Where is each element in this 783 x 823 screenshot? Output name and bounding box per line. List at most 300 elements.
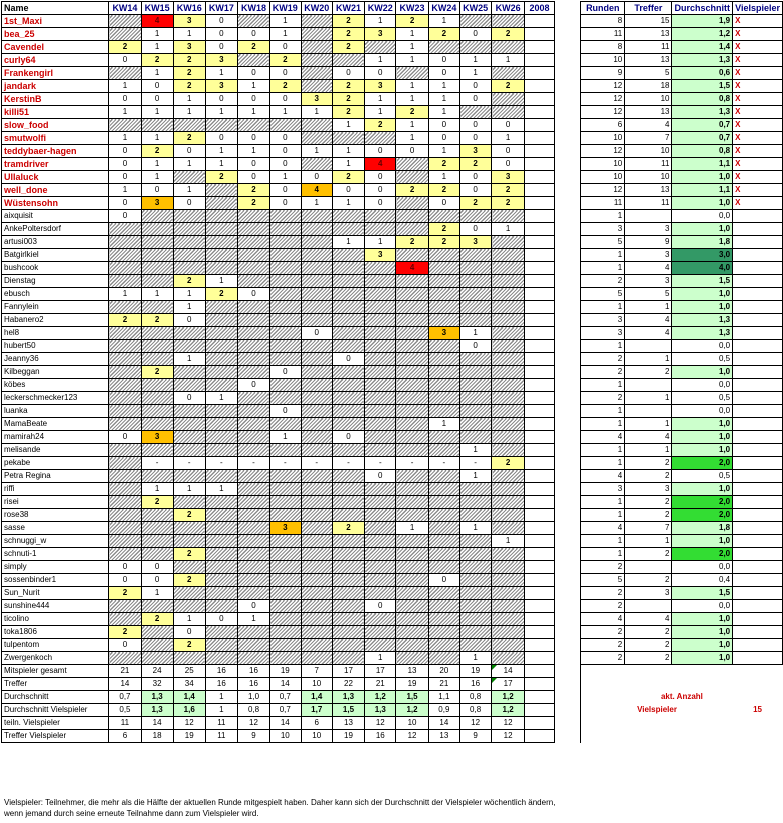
score-cell[interactable] bbox=[205, 327, 237, 340]
year-cell[interactable] bbox=[525, 574, 555, 587]
year-cell[interactable] bbox=[525, 470, 555, 483]
score-cell[interactable]: 0 bbox=[365, 197, 396, 210]
score-cell[interactable] bbox=[237, 210, 269, 223]
treffer-cell[interactable]: 13 bbox=[625, 28, 672, 41]
gap-cell[interactable] bbox=[555, 249, 581, 262]
score-cell[interactable]: 1 bbox=[428, 80, 459, 93]
score-cell[interactable]: 1 bbox=[460, 67, 492, 80]
vielspieler-mark[interactable] bbox=[733, 548, 783, 561]
score-cell[interactable]: 1 bbox=[365, 652, 396, 665]
score-cell[interactable] bbox=[365, 509, 396, 522]
player-name[interactable]: rose38 bbox=[2, 509, 109, 522]
score-cell[interactable] bbox=[396, 223, 428, 236]
score-cell[interactable] bbox=[492, 626, 525, 639]
player-name[interactable]: bea_25 bbox=[2, 28, 109, 41]
score-cell[interactable] bbox=[396, 418, 428, 431]
score-cell[interactable] bbox=[205, 418, 237, 431]
header-week[interactable]: KW15 bbox=[141, 2, 173, 15]
score-cell[interactable]: - bbox=[301, 457, 332, 470]
summary-cell[interactable]: 17 bbox=[365, 665, 396, 678]
score-cell[interactable]: 2 bbox=[237, 184, 269, 197]
score-cell[interactable] bbox=[492, 275, 525, 288]
header-vielspieler[interactable]: Vielspieler bbox=[733, 2, 783, 15]
summary-cell[interactable]: 14 bbox=[492, 665, 525, 678]
vielspieler-mark[interactable] bbox=[733, 470, 783, 483]
vielspieler-mark[interactable]: X bbox=[733, 15, 783, 28]
summary-cell[interactable]: 18 bbox=[141, 730, 173, 743]
avg-cell[interactable]: 0,0 bbox=[672, 600, 733, 613]
summary-cell[interactable]: 1,6 bbox=[173, 704, 205, 717]
header-week[interactable]: KW25 bbox=[460, 2, 492, 15]
treffer-cell[interactable]: 1 bbox=[625, 535, 672, 548]
avg-cell[interactable]: 1,3 bbox=[672, 54, 733, 67]
score-cell[interactable] bbox=[270, 548, 301, 561]
year-cell[interactable] bbox=[525, 600, 555, 613]
empty-cell[interactable] bbox=[625, 665, 672, 678]
score-cell[interactable] bbox=[237, 483, 269, 496]
treffer-cell[interactable]: 11 bbox=[625, 41, 672, 54]
score-cell[interactable]: 1 bbox=[396, 54, 428, 67]
score-cell[interactable] bbox=[301, 249, 332, 262]
vielspieler-mark[interactable] bbox=[733, 301, 783, 314]
header-week[interactable]: KW26 bbox=[492, 2, 525, 15]
gap-cell[interactable] bbox=[555, 171, 581, 184]
gap-cell[interactable] bbox=[555, 275, 581, 288]
score-cell[interactable]: 2 bbox=[109, 41, 141, 54]
score-cell[interactable] bbox=[173, 444, 205, 457]
vielspieler-mark[interactable] bbox=[733, 652, 783, 665]
score-cell[interactable]: 1 bbox=[492, 223, 525, 236]
score-cell[interactable]: 0 bbox=[237, 28, 269, 41]
score-cell[interactable] bbox=[173, 119, 205, 132]
score-cell[interactable]: 3 bbox=[205, 54, 237, 67]
treffer-cell[interactable] bbox=[625, 379, 672, 392]
gap-cell[interactable] bbox=[555, 2, 581, 15]
score-cell[interactable]: 0 bbox=[492, 119, 525, 132]
score-cell[interactable] bbox=[237, 340, 269, 353]
score-cell[interactable] bbox=[492, 41, 525, 54]
avg-cell[interactable]: 2,0 bbox=[672, 509, 733, 522]
score-cell[interactable] bbox=[365, 405, 396, 418]
score-cell[interactable] bbox=[332, 288, 364, 301]
vielspieler-mark[interactable] bbox=[733, 535, 783, 548]
avg-cell[interactable]: 1,0 bbox=[672, 301, 733, 314]
gap-cell[interactable] bbox=[555, 340, 581, 353]
player-name[interactable]: schnuti-1 bbox=[2, 548, 109, 561]
score-cell[interactable] bbox=[332, 314, 364, 327]
vielspieler-mark[interactable]: X bbox=[733, 132, 783, 145]
vielspieler-mark[interactable] bbox=[733, 496, 783, 509]
score-cell[interactable]: 0 bbox=[460, 80, 492, 93]
score-cell[interactable] bbox=[301, 652, 332, 665]
score-cell[interactable]: 0 bbox=[492, 145, 525, 158]
score-cell[interactable] bbox=[109, 457, 141, 470]
gap-cell[interactable] bbox=[555, 600, 581, 613]
vielspieler-mark[interactable] bbox=[733, 522, 783, 535]
empty-cell[interactable] bbox=[733, 717, 783, 730]
vielspieler-mark[interactable]: X bbox=[733, 28, 783, 41]
summary-cell[interactable]: 14 bbox=[270, 717, 301, 730]
score-cell[interactable] bbox=[237, 366, 269, 379]
gap-cell[interactable] bbox=[555, 184, 581, 197]
year-cell[interactable] bbox=[525, 41, 555, 54]
summary-cell[interactable]: 13 bbox=[332, 717, 364, 730]
score-cell[interactable] bbox=[237, 119, 269, 132]
summary-cell[interactable]: 1 bbox=[205, 691, 237, 704]
score-cell[interactable]: 2 bbox=[428, 236, 459, 249]
score-cell[interactable]: 2 bbox=[492, 80, 525, 93]
score-cell[interactable]: 0 bbox=[365, 470, 396, 483]
summary-cell[interactable]: 12 bbox=[492, 717, 525, 730]
summary-cell[interactable]: 0,7 bbox=[109, 691, 141, 704]
gap-cell[interactable] bbox=[555, 145, 581, 158]
year-cell[interactable] bbox=[525, 15, 555, 28]
score-cell[interactable]: 2 bbox=[332, 171, 364, 184]
player-name[interactable]: riffi bbox=[2, 483, 109, 496]
score-cell[interactable]: 1 bbox=[173, 106, 205, 119]
score-cell[interactable] bbox=[460, 418, 492, 431]
score-cell[interactable] bbox=[270, 288, 301, 301]
player-name[interactable]: smutwolfi bbox=[2, 132, 109, 145]
year-cell[interactable] bbox=[525, 54, 555, 67]
avg-cell[interactable]: 1,0 bbox=[672, 613, 733, 626]
runden-cell[interactable]: 1 bbox=[581, 301, 625, 314]
player-name[interactable]: Ullaluck bbox=[2, 171, 109, 184]
summary-cell[interactable]: 14 bbox=[428, 717, 459, 730]
header-week[interactable]: KW20 bbox=[301, 2, 332, 15]
player-name[interactable]: ticolino bbox=[2, 613, 109, 626]
player-name[interactable]: Zwergenkoch bbox=[2, 652, 109, 665]
score-cell[interactable] bbox=[141, 600, 173, 613]
score-cell[interactable] bbox=[332, 613, 364, 626]
score-cell[interactable] bbox=[460, 613, 492, 626]
score-cell[interactable] bbox=[396, 535, 428, 548]
score-cell[interactable]: 0 bbox=[365, 145, 396, 158]
score-cell[interactable] bbox=[428, 548, 459, 561]
score-cell[interactable] bbox=[270, 444, 301, 457]
score-cell[interactable] bbox=[492, 509, 525, 522]
score-cell[interactable] bbox=[270, 249, 301, 262]
score-cell[interactable] bbox=[301, 353, 332, 366]
vielspieler-mark[interactable] bbox=[733, 418, 783, 431]
vielspieler-mark[interactable] bbox=[733, 639, 783, 652]
score-cell[interactable] bbox=[141, 522, 173, 535]
treffer-cell[interactable]: 1 bbox=[625, 353, 672, 366]
score-cell[interactable]: 2 bbox=[332, 28, 364, 41]
gap-cell[interactable] bbox=[555, 28, 581, 41]
avg-cell[interactable]: 1,0 bbox=[672, 483, 733, 496]
score-cell[interactable]: 1 bbox=[460, 444, 492, 457]
score-cell[interactable] bbox=[237, 54, 269, 67]
score-cell[interactable] bbox=[237, 561, 269, 574]
score-cell[interactable] bbox=[173, 340, 205, 353]
avg-cell[interactable]: 1,2 bbox=[672, 28, 733, 41]
score-cell[interactable] bbox=[396, 652, 428, 665]
player-name[interactable]: simply bbox=[2, 561, 109, 574]
score-cell[interactable] bbox=[270, 353, 301, 366]
score-cell[interactable]: - bbox=[396, 457, 428, 470]
score-cell[interactable] bbox=[205, 184, 237, 197]
score-cell[interactable]: 0 bbox=[428, 67, 459, 80]
score-cell[interactable] bbox=[332, 262, 364, 275]
score-cell[interactable] bbox=[173, 171, 205, 184]
year-cell[interactable] bbox=[525, 67, 555, 80]
score-cell[interactable] bbox=[460, 626, 492, 639]
score-cell[interactable] bbox=[301, 314, 332, 327]
score-cell[interactable] bbox=[237, 418, 269, 431]
score-cell[interactable]: 1 bbox=[141, 41, 173, 54]
treffer-cell[interactable]: 2 bbox=[625, 457, 672, 470]
player-name[interactable]: 1st_Maxi bbox=[2, 15, 109, 28]
score-cell[interactable]: 2 bbox=[141, 613, 173, 626]
score-cell[interactable] bbox=[365, 210, 396, 223]
score-cell[interactable]: 0 bbox=[205, 613, 237, 626]
empty-cell[interactable] bbox=[625, 717, 672, 730]
score-cell[interactable]: 0 bbox=[205, 41, 237, 54]
score-cell[interactable] bbox=[428, 652, 459, 665]
treffer-cell[interactable]: 4 bbox=[625, 431, 672, 444]
empty-cell[interactable] bbox=[672, 665, 733, 678]
score-cell[interactable] bbox=[205, 496, 237, 509]
score-cell[interactable]: 1 bbox=[428, 106, 459, 119]
score-cell[interactable]: 1 bbox=[365, 236, 396, 249]
score-cell[interactable] bbox=[270, 509, 301, 522]
score-cell[interactable] bbox=[205, 561, 237, 574]
vielspieler-mark[interactable]: X bbox=[733, 171, 783, 184]
player-name[interactable]: MamaBeate bbox=[2, 418, 109, 431]
gap-cell[interactable] bbox=[555, 418, 581, 431]
score-cell[interactable] bbox=[460, 548, 492, 561]
score-cell[interactable] bbox=[173, 249, 205, 262]
score-cell[interactable]: 1 bbox=[332, 236, 364, 249]
player-name[interactable]: Frankengirl bbox=[2, 67, 109, 80]
score-cell[interactable]: 1 bbox=[141, 28, 173, 41]
score-cell[interactable]: 1 bbox=[332, 145, 364, 158]
score-cell[interactable]: 1 bbox=[460, 470, 492, 483]
score-cell[interactable] bbox=[460, 639, 492, 652]
score-cell[interactable] bbox=[173, 652, 205, 665]
score-cell[interactable] bbox=[332, 210, 364, 223]
score-cell[interactable] bbox=[301, 236, 332, 249]
score-cell[interactable]: 1 bbox=[237, 613, 269, 626]
gap-cell[interactable] bbox=[555, 704, 581, 717]
summary-cell[interactable]: 0,8 bbox=[237, 704, 269, 717]
runden-cell[interactable]: 2 bbox=[581, 626, 625, 639]
header-week[interactable]: KW21 bbox=[332, 2, 364, 15]
score-cell[interactable]: 1 bbox=[173, 28, 205, 41]
score-cell[interactable] bbox=[396, 327, 428, 340]
score-cell[interactable] bbox=[205, 223, 237, 236]
vielspieler-mark[interactable] bbox=[733, 444, 783, 457]
summary-cell[interactable]: 14 bbox=[270, 678, 301, 691]
score-cell[interactable]: 1 bbox=[460, 652, 492, 665]
runden-cell[interactable]: 12 bbox=[581, 93, 625, 106]
summary-cell[interactable]: 34 bbox=[173, 678, 205, 691]
score-cell[interactable] bbox=[173, 587, 205, 600]
player-name[interactable]: well_done bbox=[2, 184, 109, 197]
runden-cell[interactable]: 2 bbox=[581, 587, 625, 600]
gap-cell[interactable] bbox=[555, 197, 581, 210]
avg-cell[interactable]: 1,1 bbox=[672, 158, 733, 171]
score-cell[interactable] bbox=[173, 405, 205, 418]
score-cell[interactable]: 1 bbox=[396, 80, 428, 93]
treffer-cell[interactable]: 1 bbox=[625, 444, 672, 457]
summary-cell[interactable]: 12 bbox=[492, 730, 525, 743]
score-cell[interactable] bbox=[396, 314, 428, 327]
avg-cell[interactable]: 1,0 bbox=[672, 418, 733, 431]
score-cell[interactable]: - bbox=[332, 457, 364, 470]
summary-label[interactable]: Treffer bbox=[2, 678, 109, 691]
player-name[interactable]: tulpentom bbox=[2, 639, 109, 652]
gap-cell[interactable] bbox=[555, 730, 581, 743]
year-cell[interactable] bbox=[525, 717, 555, 730]
score-cell[interactable] bbox=[365, 548, 396, 561]
score-cell[interactable]: 0 bbox=[460, 184, 492, 197]
score-cell[interactable] bbox=[428, 262, 459, 275]
runden-cell[interactable]: 11 bbox=[581, 197, 625, 210]
avg-cell[interactable]: 0,4 bbox=[672, 574, 733, 587]
avg-cell[interactable]: 1,0 bbox=[672, 639, 733, 652]
score-cell[interactable]: 2 bbox=[270, 80, 301, 93]
summary-cell[interactable]: 0,5 bbox=[109, 704, 141, 717]
score-cell[interactable] bbox=[237, 275, 269, 288]
year-cell[interactable] bbox=[525, 418, 555, 431]
score-cell[interactable] bbox=[301, 301, 332, 314]
score-cell[interactable] bbox=[492, 340, 525, 353]
summary-label[interactable]: teiln. Vielspieler bbox=[2, 717, 109, 730]
score-cell[interactable]: 2 bbox=[396, 15, 428, 28]
score-cell[interactable] bbox=[205, 587, 237, 600]
score-cell[interactable] bbox=[237, 236, 269, 249]
year-cell[interactable] bbox=[525, 678, 555, 691]
summary-cell[interactable]: 9 bbox=[460, 730, 492, 743]
summary-cell[interactable]: 16 bbox=[365, 730, 396, 743]
score-cell[interactable]: 0 bbox=[173, 626, 205, 639]
score-cell[interactable] bbox=[396, 626, 428, 639]
player-name[interactable]: toka1806 bbox=[2, 626, 109, 639]
score-cell[interactable] bbox=[492, 587, 525, 600]
score-cell[interactable]: 0 bbox=[109, 639, 141, 652]
score-cell[interactable] bbox=[270, 314, 301, 327]
score-cell[interactable] bbox=[332, 509, 364, 522]
score-cell[interactable] bbox=[109, 379, 141, 392]
score-cell[interactable] bbox=[301, 548, 332, 561]
vielspieler-mark[interactable] bbox=[733, 626, 783, 639]
score-cell[interactable]: 1 bbox=[492, 535, 525, 548]
score-cell[interactable] bbox=[396, 288, 428, 301]
score-cell[interactable] bbox=[301, 470, 332, 483]
avg-cell[interactable]: 1,0 bbox=[672, 366, 733, 379]
vielspieler-mark[interactable] bbox=[733, 379, 783, 392]
score-cell[interactable]: 2 bbox=[109, 626, 141, 639]
score-cell[interactable] bbox=[109, 444, 141, 457]
summary-label[interactable]: Durchschnitt bbox=[2, 691, 109, 704]
score-cell[interactable] bbox=[173, 379, 205, 392]
runden-cell[interactable]: 1 bbox=[581, 444, 625, 457]
score-cell[interactable] bbox=[365, 418, 396, 431]
summary-cell[interactable]: 25 bbox=[173, 665, 205, 678]
summary-cell[interactable]: 0,8 bbox=[460, 691, 492, 704]
score-cell[interactable] bbox=[173, 561, 205, 574]
runden-cell[interactable]: 4 bbox=[581, 522, 625, 535]
score-cell[interactable] bbox=[332, 327, 364, 340]
score-cell[interactable] bbox=[365, 392, 396, 405]
summary-cell[interactable]: 16 bbox=[460, 678, 492, 691]
avg-cell[interactable]: 1,0 bbox=[672, 171, 733, 184]
year-cell[interactable] bbox=[525, 275, 555, 288]
score-cell[interactable] bbox=[428, 405, 459, 418]
year-cell[interactable] bbox=[525, 405, 555, 418]
score-cell[interactable] bbox=[428, 210, 459, 223]
score-cell[interactable] bbox=[109, 600, 141, 613]
score-cell[interactable] bbox=[396, 197, 428, 210]
score-cell[interactable]: 3 bbox=[460, 145, 492, 158]
score-cell[interactable] bbox=[332, 548, 364, 561]
score-cell[interactable] bbox=[365, 626, 396, 639]
runden-cell[interactable]: 1 bbox=[581, 548, 625, 561]
summary-cell[interactable]: 10 bbox=[301, 730, 332, 743]
year-cell[interactable] bbox=[525, 80, 555, 93]
score-cell[interactable] bbox=[332, 444, 364, 457]
score-cell[interactable] bbox=[332, 496, 364, 509]
score-cell[interactable]: 1 bbox=[205, 145, 237, 158]
score-cell[interactable] bbox=[205, 600, 237, 613]
score-cell[interactable]: 0 bbox=[460, 132, 492, 145]
score-cell[interactable]: 0 bbox=[270, 67, 301, 80]
score-cell[interactable]: 0 bbox=[109, 54, 141, 67]
score-cell[interactable] bbox=[492, 496, 525, 509]
vielspieler-mark[interactable]: X bbox=[733, 184, 783, 197]
score-cell[interactable] bbox=[205, 535, 237, 548]
score-cell[interactable] bbox=[492, 470, 525, 483]
score-cell[interactable] bbox=[109, 405, 141, 418]
score-cell[interactable] bbox=[270, 275, 301, 288]
runden-cell[interactable]: 12 bbox=[581, 145, 625, 158]
avg-cell[interactable]: 1,0 bbox=[672, 197, 733, 210]
treffer-cell[interactable] bbox=[625, 405, 672, 418]
treffer-cell[interactable]: 3 bbox=[625, 249, 672, 262]
score-cell[interactable]: 0 bbox=[205, 132, 237, 145]
vielspieler-mark[interactable] bbox=[733, 210, 783, 223]
score-cell[interactable]: 0 bbox=[109, 210, 141, 223]
score-cell[interactable] bbox=[492, 639, 525, 652]
runden-cell[interactable]: 1 bbox=[581, 418, 625, 431]
score-cell[interactable]: 3 bbox=[141, 197, 173, 210]
score-cell[interactable]: 3 bbox=[301, 93, 332, 106]
score-cell[interactable] bbox=[301, 600, 332, 613]
score-cell[interactable] bbox=[492, 613, 525, 626]
score-cell[interactable]: 0 bbox=[109, 561, 141, 574]
avg-cell[interactable]: 1,1 bbox=[672, 184, 733, 197]
score-cell[interactable]: 0 bbox=[460, 340, 492, 353]
score-cell[interactable] bbox=[396, 483, 428, 496]
gap-cell[interactable] bbox=[555, 314, 581, 327]
score-cell[interactable] bbox=[301, 80, 332, 93]
score-cell[interactable] bbox=[141, 418, 173, 431]
treffer-cell[interactable]: 3 bbox=[625, 223, 672, 236]
score-cell[interactable]: 1 bbox=[237, 80, 269, 93]
score-cell[interactable]: 0 bbox=[109, 158, 141, 171]
gap-cell[interactable] bbox=[555, 483, 581, 496]
header-week[interactable]: 2008 bbox=[525, 2, 555, 15]
treffer-cell[interactable]: 2 bbox=[625, 509, 672, 522]
year-cell[interactable] bbox=[525, 444, 555, 457]
score-cell[interactable] bbox=[301, 392, 332, 405]
score-cell[interactable] bbox=[237, 314, 269, 327]
runden-cell[interactable]: 1 bbox=[581, 340, 625, 353]
score-cell[interactable] bbox=[301, 210, 332, 223]
player-name[interactable]: sunshine444 bbox=[2, 600, 109, 613]
